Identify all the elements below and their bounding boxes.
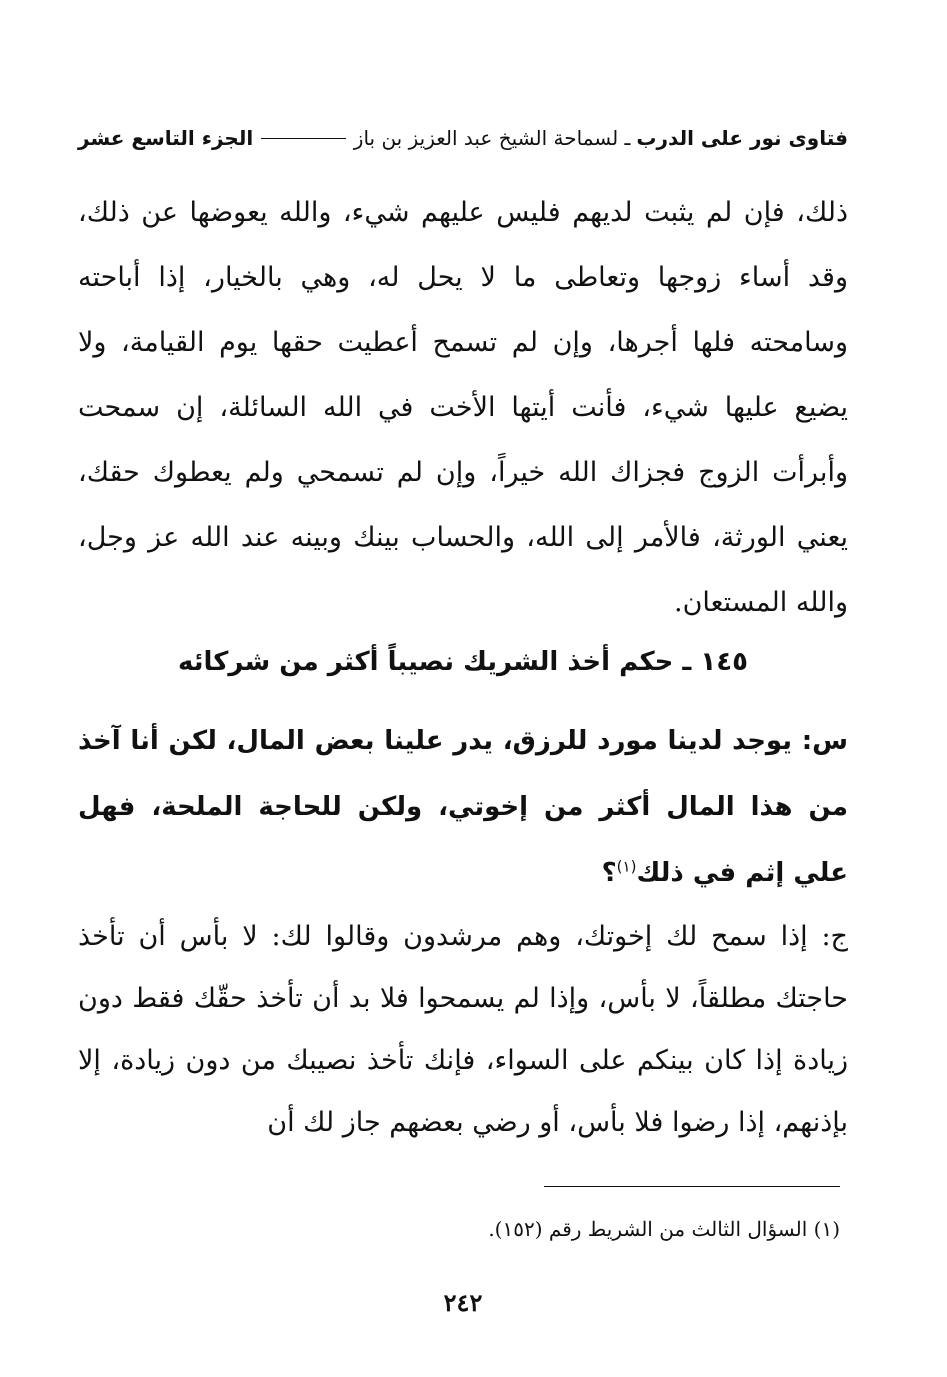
running-header (78, 118, 848, 158)
continued-paragraph: ذلك، فإن لم يثبت لديهم فليس عليهم شيء، والله يعوضها عن ذلك، وقد أساء زوجها وتعاطى ما لا يحل له، وهي بالخيار، إذا أباحته وسامحته فلها أجرها، وإن لم تسمح أعطيت حقها يوم القيامة، ولا يضيع عليها شيء، فأنت أيتها الأخت في الله السائلة، إن سمحت وأبرأت الزوج فجزاك الله خيراً، وإن لم تسمحي ولم يعطوك حقك، يعني الورثة، فالأمر إلى الله، والحساب بينك وبينه عند الله عز وجل، والله المستعان. (78, 197, 849, 618)
header-rule (261, 138, 346, 139)
book-title: فتاوى نور على الدرب (636, 126, 848, 150)
question-end-mark: ؟ (601, 858, 617, 888)
footnote-reference[interactable]: (١) (616, 857, 637, 876)
answer-paragraph: ج: إذا سمح لك إخوتك، وهم مرشدون وقالوا لك: لا بأس أن تأخذ حاجتك مطلقاً، لا بأس، وإذا لم يسمحوا فلا بد أن تأخذ حقّك فقط دون زيادة إذا كان بينكم على السواء، فإنك تأخذ نصيبك من دون زيادة، إلا بإذنهم، إذا رضوا فلا بأس، أو رضي بعضهم جاز لك أن (78, 921, 848, 1138)
footnote-text: (١) السؤال الثالث من الشريط رقم (١٥٢). (488, 1217, 840, 1241)
question-paragraph (78, 708, 848, 906)
page-number: ٢٤٢ (443, 1288, 483, 1317)
header-left-group (78, 126, 253, 150)
document-page (78, 0, 848, 1377)
section-heading: ١٤٥ ـ حكم أخذ الشريك نصيباً أكثر من شركائه (178, 647, 748, 677)
author-name: ـ لسماحة الشيخ عبد العزيز بن باز (353, 126, 631, 150)
header-right-group (354, 126, 848, 150)
question-text: س: يوجد لدينا مورد للرزق، يدر علينا بعض المال، لكن أنا آخذ من هذا المال أكثر من إخوتي، ولكن للحاجة الملحة، فهل علي إثم في ذلك (78, 726, 848, 888)
footnote-rule (544, 1186, 840, 1187)
volume-label: الجزء التاسع عشر (78, 126, 254, 150)
